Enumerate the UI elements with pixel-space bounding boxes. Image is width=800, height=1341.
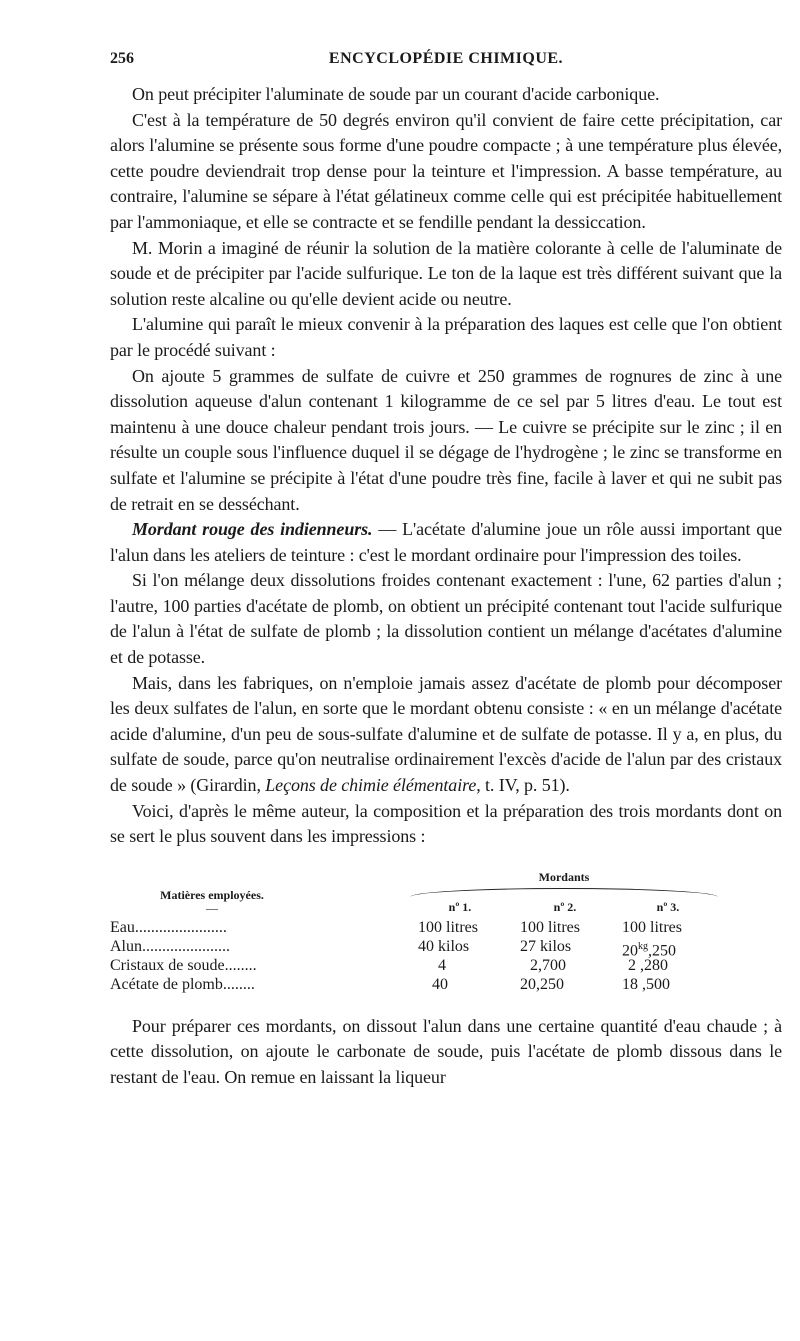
cell: 4 xyxy=(438,956,446,974)
cell: 2 ,280 xyxy=(628,956,668,974)
table-header-mordants: Mordants xyxy=(538,869,590,884)
column-header-2: nº 2. xyxy=(553,899,577,914)
paragraph-mordant xyxy=(110,517,782,568)
paragraph: Si l'on mélange deux dissolutions froides contenant exactement : l'une, 62 parties d'alun ; l'autre, 100 parties d'acétate de plomb, on obtient un précipité contenant tout l'acide sulfurique de l'alun à l'état de sulfate de plomb ; la dissolution contient un mélange d'acétates d'alumine et de potasse. xyxy=(110,570,782,668)
mordants-table xyxy=(110,864,782,1014)
cell: 40 kilos xyxy=(418,937,470,955)
row-label: Acétate de plomb........ xyxy=(110,975,255,993)
column-header-1: nº 1. xyxy=(448,899,472,914)
cell: $20^{kg},250$ xyxy=(622,940,676,960)
paragraph: L'alumine qui paraît le mieux convenir à la préparation des laques est celle que l'on obtient par le procédé suivant : xyxy=(110,314,782,360)
running-title: ENCYCLOPÉDIE CHIMIQUE. xyxy=(328,50,564,67)
cell: 2,700 xyxy=(530,956,566,974)
cell: 18 ,500 xyxy=(622,975,670,993)
paragraph-text: , t. IV, p. 51). xyxy=(476,775,570,796)
paragraph-mais xyxy=(110,671,782,799)
cell: 40 xyxy=(432,975,448,993)
paragraph-text: — L'acétate d'alumine joue un rôle aussi important que l'alun dans les ateliers de teinture : c'est le mordant ordinaire pour l'impression des toiles. xyxy=(110,519,782,565)
paragraph: On peut précipiter l'aluminate de soude par un courant d'acide carbonique. xyxy=(132,84,660,104)
paragraph: C'est à la température de 50 degrés environ qu'il convient de faire cette précipitation, car alors l'alumine se présente sous forme d'une poudre compacte ; à une température plus élevée, cette poudre deviendrait trop dense pour la teinture et l'impression. A basse température, au contraire, l'alumine se sépare à l'état gélatineux comme celle qui est précipitée habituellement par l'ammoniaque, et elle se contracte et se fendille pendant la dessiccation. xyxy=(110,109,782,232)
cell: 100 litres xyxy=(418,918,478,936)
body-text-continued xyxy=(110,1014,782,1091)
citation-title: Leçons de chimie élémentaire xyxy=(265,775,477,796)
table-row xyxy=(110,956,782,975)
paragraph: Pour préparer ces mordants, on dissout l'alun dans une certaine quantité d'eau chaude ; à cette dissolution, on ajoute le carbonate de soude, puis l'acétate de plomb dissous dans le restant de l'eau. On remue en laissant la liqueur xyxy=(110,1015,782,1087)
paragraph: Voici, d'après le même auteur, la composition et la préparation des trois mordants dont on se sert le plus souvent dans les impressions : xyxy=(110,800,782,847)
column-header-3: nº 3. xyxy=(656,899,680,914)
table-row xyxy=(110,975,782,994)
document-page xyxy=(110,50,782,1091)
cell: 100 litres xyxy=(622,918,682,936)
cell: 100 litres xyxy=(520,918,580,936)
section-heading: Mordant rouge des indienneurs. xyxy=(132,519,373,540)
cell: 27 kilos xyxy=(520,937,572,955)
row-label: Alun...................... xyxy=(110,937,230,955)
table-row xyxy=(110,937,782,960)
header-brace xyxy=(410,888,718,897)
row-label: Cristaux de soude........ xyxy=(110,956,257,974)
row-label: Eau....................... xyxy=(110,918,227,936)
paragraph-text: Mais, dans les fabriques, on n'emploie jamais assez d'acétate de plomb pour décomposer les deux sulfates de l'alun, en sorte que le mordant obtenu consiste : « en un mélange d'acétate acide d'alumine, d'un peu de sous-sulfate d'alumine et de sulfate de potasse. Il y a, en plus, du sulfate de soude, parce qu'on neutralise ordinairement l'excès d'acide de l'alun par des cristaux de soude » (Girardin, xyxy=(110,672,782,796)
paragraph: On ajoute 5 grammes de sulfate de cuivre et 250 grammes de rognures de zinc à une dissolution aqueuse d'alun contenant 1 kilogramme de ce sel par 5 litres d'eau. Le tout est maintenu à une douce chaleur pendant trois jours. — Le cuivre se précipite sur le zinc ; il en résulte un couple sous l'influence duquel il se dégage de l'hydrogène ; le zinc se transforme en sulfate et l'alumine se précipite à l'état d'une poudre très fine, facile à laver et qui ne subit pas de retrait en se desséchant. xyxy=(110,365,782,514)
body-text xyxy=(110,82,782,850)
table-header-materials: Matières employées. — xyxy=(160,887,264,915)
page-header xyxy=(110,50,782,82)
cell: 20,250 xyxy=(520,975,564,993)
paragraph: M. Morin a imaginé de réunir la solution de la matière colorante à celle de l'aluminate de soude et de précipiter par l'acide sulfurique. Le ton de la laque est très différent suivant que la solution reste alcaline ou qu'elle devient acide ou neutre. xyxy=(110,237,782,309)
page-number: 256 xyxy=(110,50,134,67)
table-row xyxy=(110,918,782,937)
